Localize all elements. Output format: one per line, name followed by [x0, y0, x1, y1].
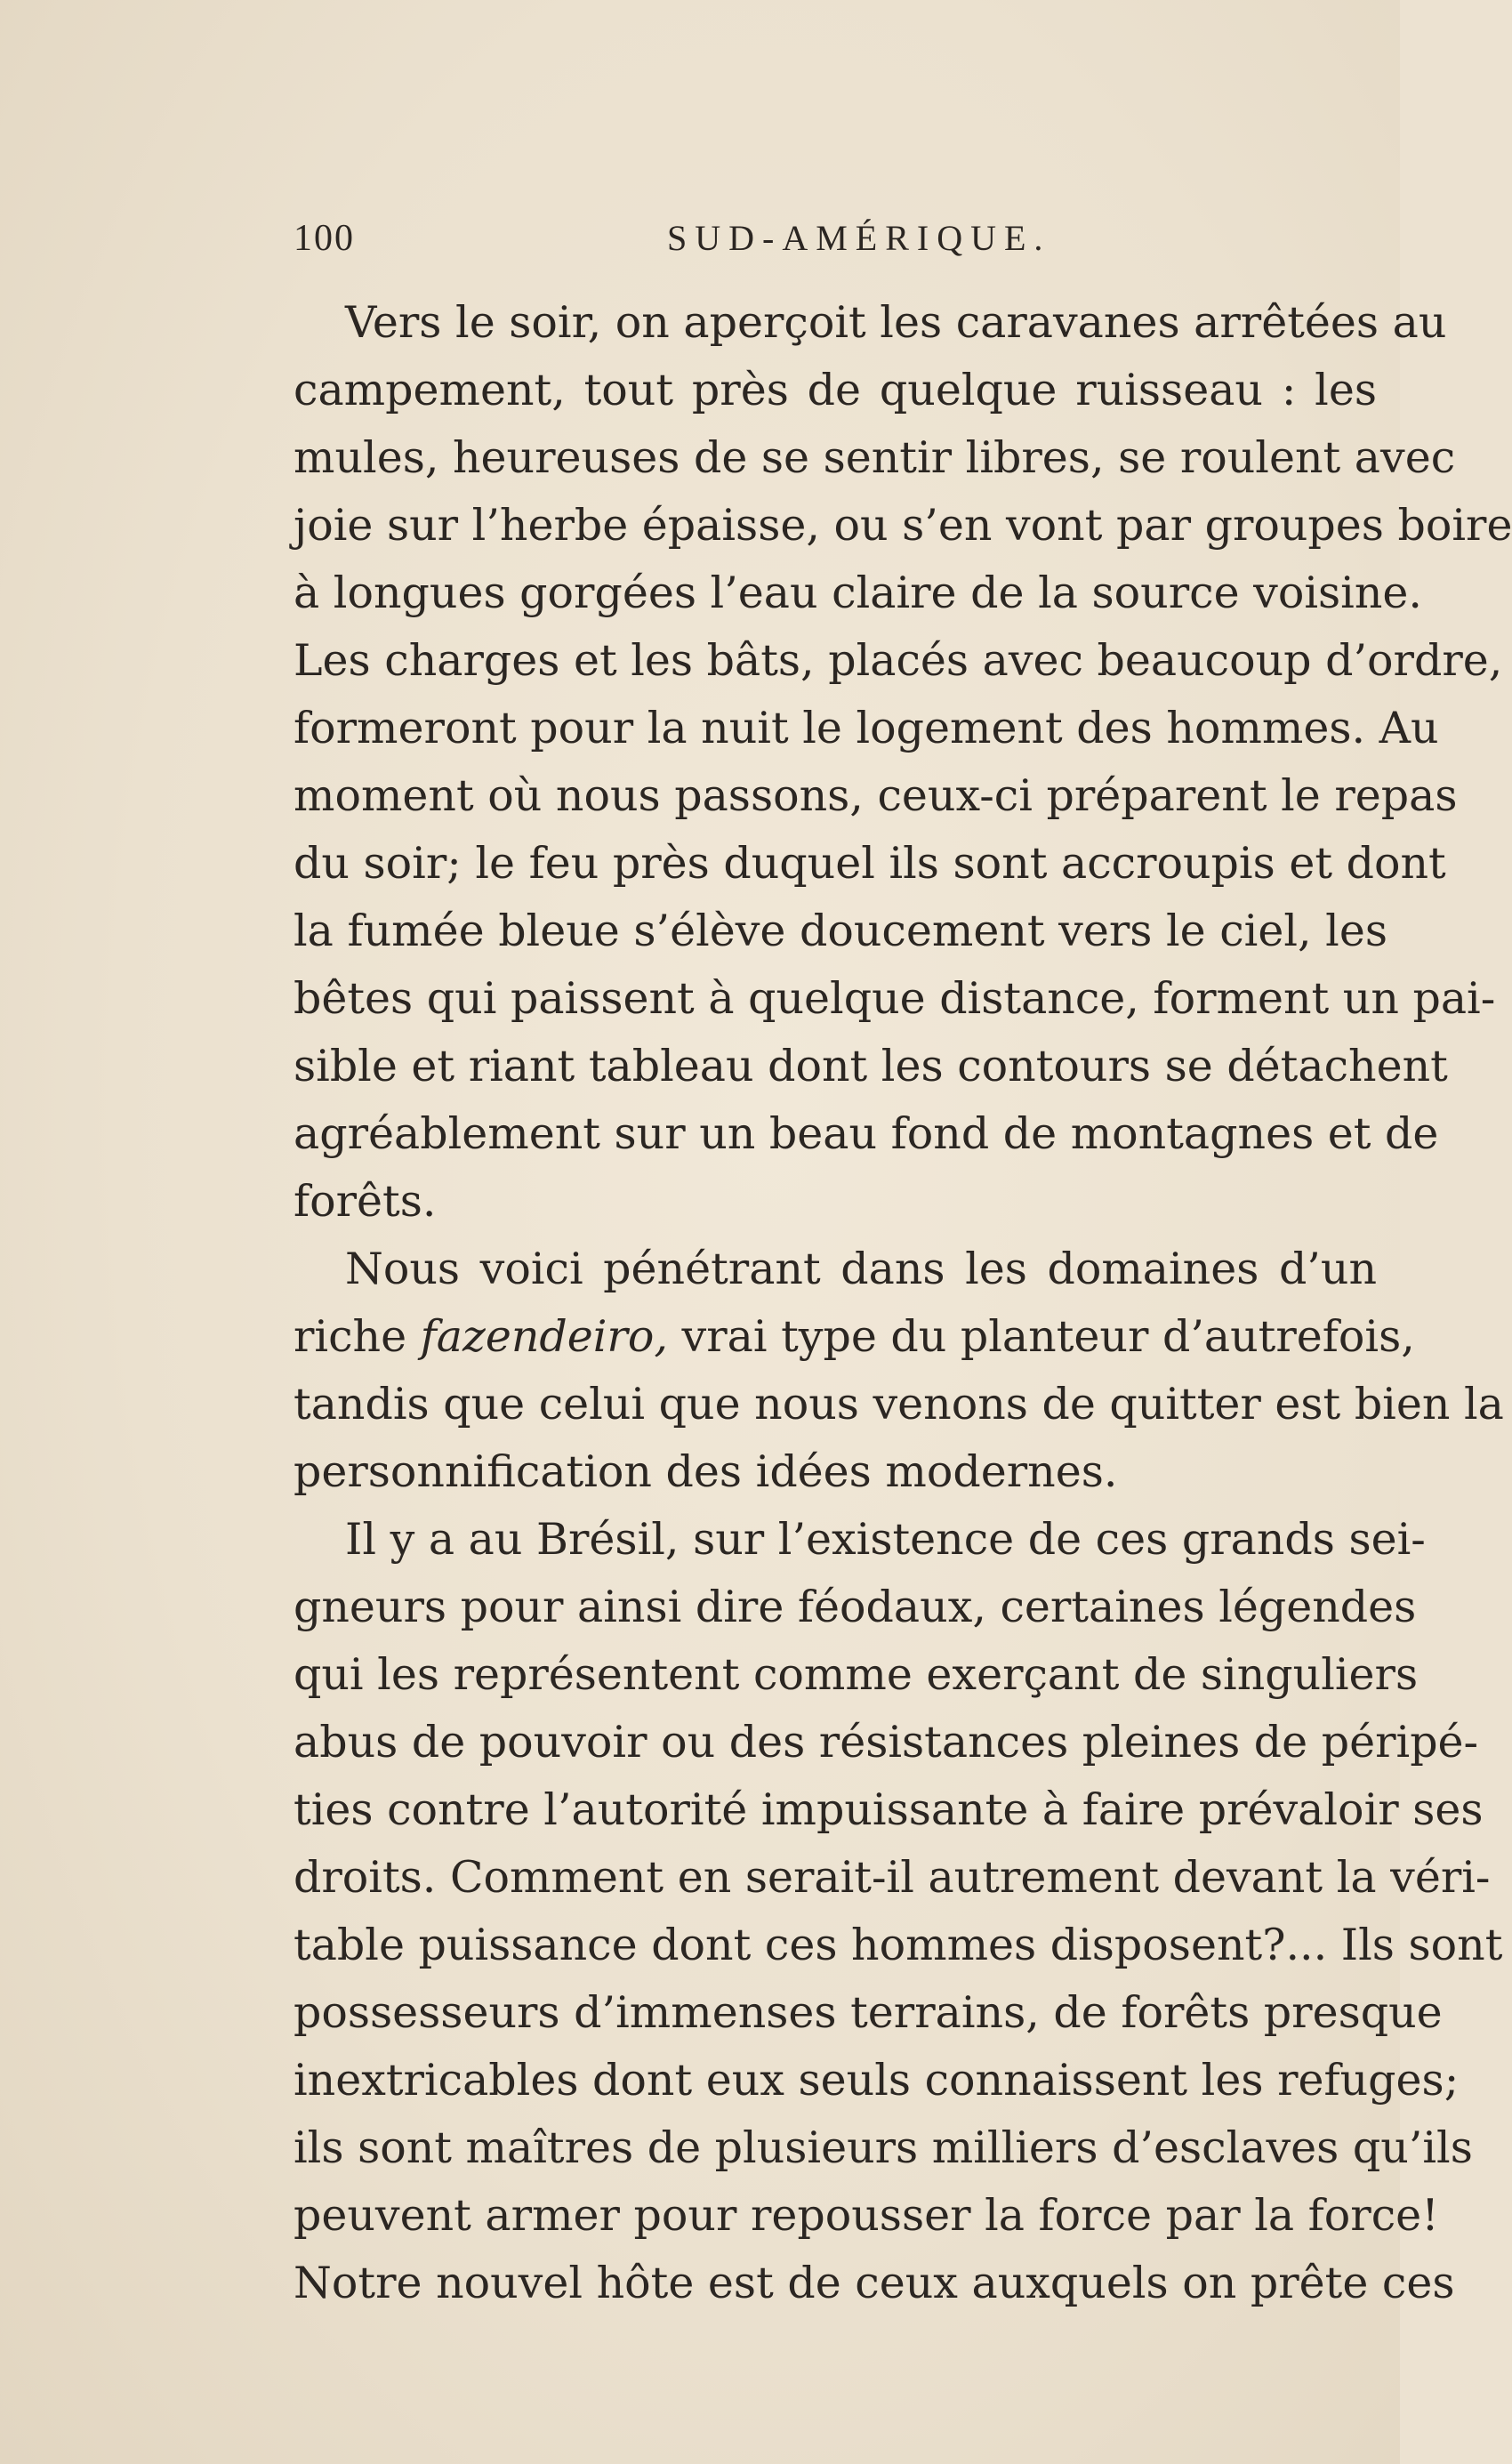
text-line: Vers le soir, on aperçoit les caravanes arrêtées au	[345, 297, 1447, 348]
text-line: bêtes qui paissent à quelque distance, forment un pai-	[294, 973, 1496, 1024]
text-line: joie sur l’herbe épaisse, ou s’en vont par groupes boire	[294, 500, 1512, 551]
text-line: forêts.	[294, 1176, 437, 1227]
paragraph-1	[294, 289, 1512, 1236]
text-line: personnification des idées modernes.	[294, 1446, 1118, 1497]
text-line: formeront pour la nuit le logement des hommes. Au	[294, 703, 1439, 753]
text-line: abus de pouvoir ou des résistances pleines de péripé-	[294, 1717, 1479, 1767]
text-line: sible et riant tableau dont les contours se détachent	[294, 1041, 1448, 1091]
page-number: 100	[294, 218, 355, 259]
paragraph-3	[294, 1506, 1503, 2317]
text-line: Notre nouvel hôte est de ceux auxquels on prête ces	[294, 2258, 1455, 2308]
text-line: moment où nous passons, ceux-ci préparent le repas	[294, 770, 1458, 821]
italic-term: fazendeiro,	[420, 1311, 668, 1362]
text-line: inextricables dont eux seuls connaissent les refuges;	[294, 2055, 1460, 2106]
text-line: tandis que celui que nous venons de quitter est bien la	[294, 1379, 1504, 1429]
text-line: Nous voici pénétrant dans les domaines d’un	[345, 1244, 1377, 1294]
text-line: droits. Comment en serait-il autrement devant la véri-	[294, 1852, 1491, 1903]
text-line: ils sont maîtres de plusieurs milliers d’esclaves qu’ils	[294, 2122, 1473, 2173]
text-line-with-italic	[294, 1303, 1415, 1371]
text-line: du soir; le feu près duquel ils sont accroupis et dont	[294, 838, 1446, 889]
text-line: possesseurs d’immenses terrains, de forêts presque	[294, 1987, 1443, 2038]
text-span: riche	[294, 1311, 421, 1362]
text-line: gneurs pour ainsi dire féodaux, certaines légendes	[294, 1582, 1417, 1632]
text-line: à longues gorgées l’eau claire de la source voisine.	[294, 568, 1422, 618]
text-line: ties contre l’autorité impuissante à faire prévaloir ses	[294, 1784, 1484, 1835]
text-line: Les charges et les bâts, placés avec beaucoup d’ordre,	[294, 635, 1503, 686]
text-line: la fumée bleue s’élève doucement vers le ciel, les	[294, 906, 1387, 956]
text-line: qui les représentent comme exerçant de singuliers	[294, 1649, 1419, 1700]
text-line: mules, heureuses de se sentir libres, se roulent avec	[294, 432, 1456, 483]
text-line: campement, tout près de quelque ruisseau : les	[294, 365, 1377, 415]
running-title: SUD-AMÉRIQUE.	[667, 218, 1051, 258]
body-text	[294, 289, 1512, 2317]
page-header	[294, 217, 1379, 270]
text-span: vrai type du planteur d’autrefois,	[667, 1311, 1415, 1362]
paragraph-2	[294, 1236, 1504, 1506]
text-line: Il y a au Brésil, sur l’existence de ces grands sei-	[345, 1514, 1426, 1565]
text-line: peuvent armer pour repousser la force par la force!	[294, 2190, 1439, 2241]
text-line: table puissance dont ces hommes disposent?... Ils sont	[294, 1920, 1503, 1970]
text-line: agréablement sur un beau fond de montagnes et de	[294, 1108, 1439, 1159]
